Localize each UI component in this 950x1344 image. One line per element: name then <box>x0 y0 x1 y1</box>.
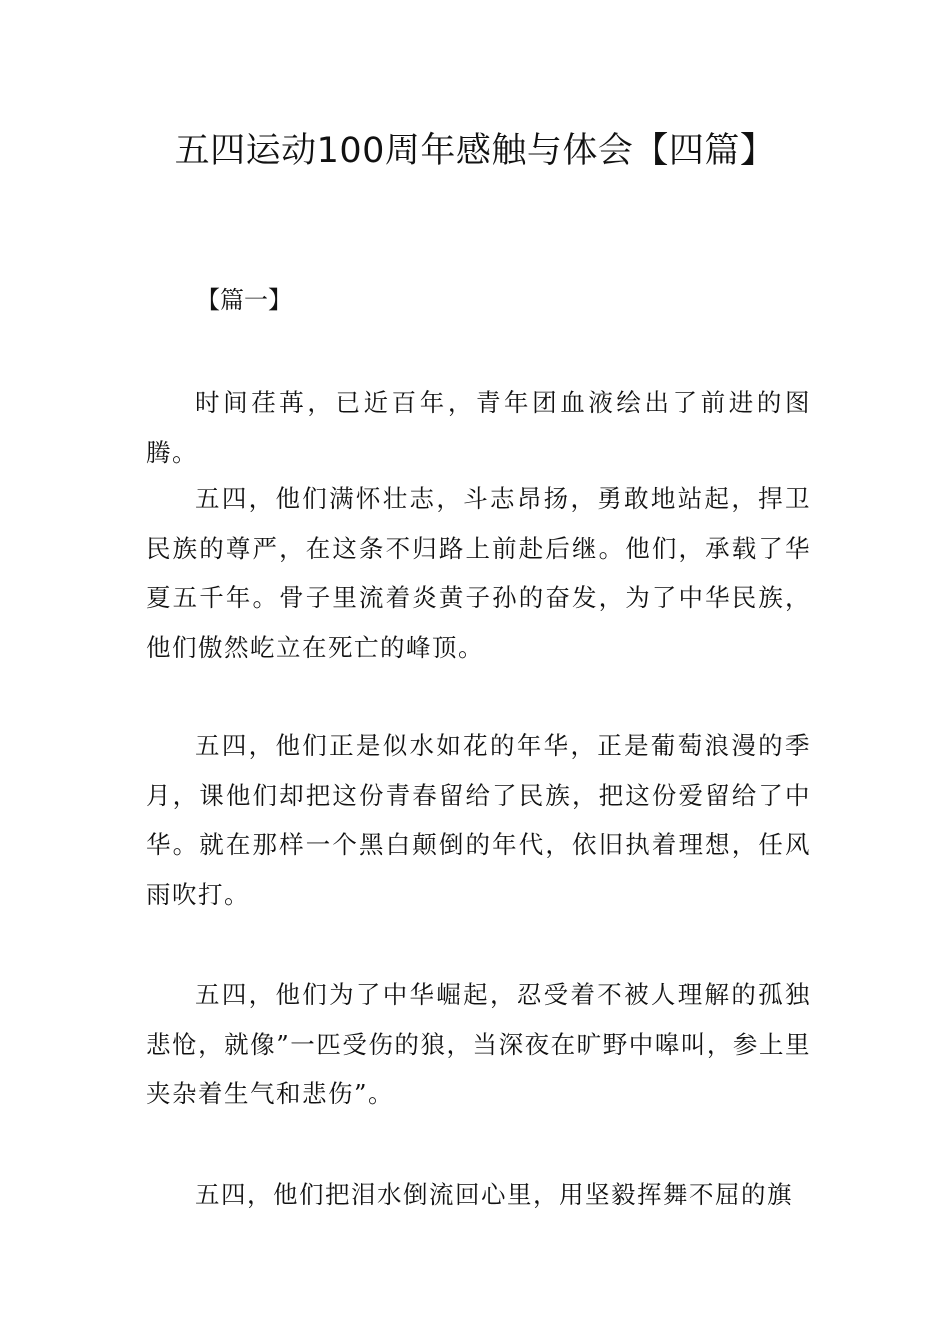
paragraph-3: 五四，他们正是似水如花的年华，正是葡萄浪漫的季月，课他们却把这份青春留给了民族，把这份爱留给了中华。就在那样一个黑白颠倒的年代，依旧执着理想，任风雨吹打。 <box>146 731 811 909</box>
paragraph-4: 五四，他们为了中华崛起，忍受着不被人理解的孤独悲怆，就像”一匹受伤的狼，当深夜在旷野中嗥叫，参上里夹杂着生气和悲伤”。 <box>146 980 811 1108</box>
section-heading: 【篇一】 <box>196 286 292 314</box>
paragraph-5: 五四，他们把泪水倒流回心里，用坚毅挥舞不屈的旗 <box>195 1180 793 1209</box>
paragraph-2: 五四，他们满怀壮志，斗志昂扬，勇敢地站起，捍卫民族的尊严，在这条不归路上前赴后继。他们，承载了华夏五千年。骨子里流着炎黄子孙的奋发，为了中华民族，他们傲然屹立在死亡的峰顶。 <box>146 484 811 662</box>
document-title: 五四运动100周年感触与体会【四篇】 <box>174 131 776 171</box>
paragraph-1: 时间荏苒，已近百年，青年团血液绘出了前进的图腾。 <box>146 388 811 467</box>
